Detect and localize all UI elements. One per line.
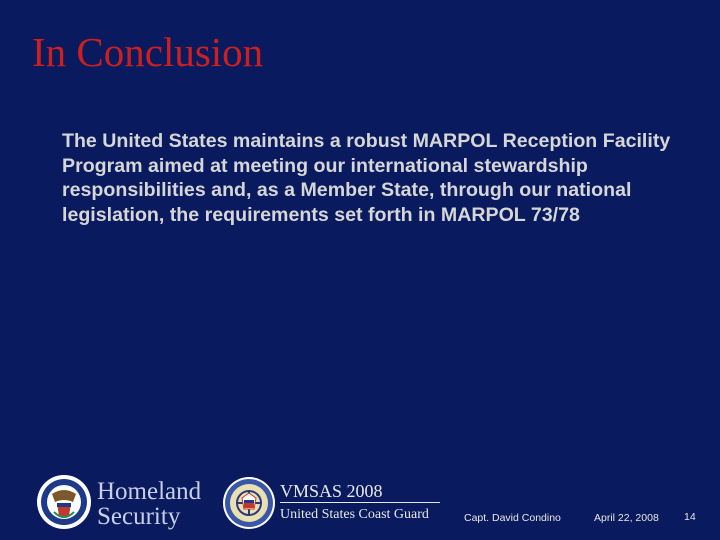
event-underline (280, 502, 440, 503)
presenter-name: Capt. David Condino (464, 512, 561, 524)
dhs-seal-icon (36, 474, 92, 530)
event-name: VMSAS 2008 (280, 481, 383, 501)
slide-title: In Conclusion (32, 29, 264, 75)
slide-body-text: The United States maintains a robust MARPOL Reception Facility Program aimed at meeting our international stewardship responsibilities and, as a Member State, through our national legislation, the requirements set forth in MARPOL 73/78 (62, 130, 671, 226)
organization-name: United States Coast Guard (280, 507, 429, 522)
presentation-date: April 22, 2008 (594, 512, 659, 524)
dhs-logo-text-line2: Security (97, 503, 181, 530)
dhs-logo-text-line1: Homeland (97, 478, 202, 505)
slide-page-number: 14 (684, 511, 696, 523)
uscg-seal-icon (222, 476, 276, 530)
